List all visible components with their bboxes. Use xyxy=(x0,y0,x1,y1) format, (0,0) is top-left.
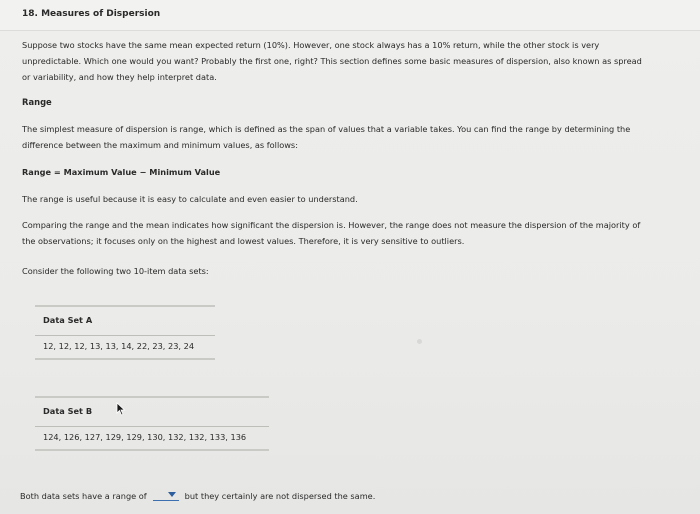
caret-down-icon xyxy=(168,492,176,497)
question-text-before: Both data sets have a range of xyxy=(20,491,147,501)
data-set-a-values: 12, 12, 12, 13, 13, 14, 22, 23, 23, 24 xyxy=(43,341,195,351)
intro-line-3: or variability, and how they help interpret data. xyxy=(22,72,217,82)
table-bottom-rule xyxy=(35,358,215,360)
range-usefulness-text: The range is useful because it is easy to calculate and even easier to understand. xyxy=(22,194,358,204)
table-bottom-rule xyxy=(35,449,269,451)
intro-line-2: unpredictable. Which one would you want? Probably the first one, right? This section defines some basic measures of dispersion, also known as spread xyxy=(22,56,642,66)
range-definition-line-2: difference between the maximum and minimum values, as follows: xyxy=(22,140,298,150)
screen-speck xyxy=(417,339,422,344)
range-definition-paragraph xyxy=(22,121,682,153)
data-set-b-label: Data Set B xyxy=(43,406,93,416)
range-heading: Range xyxy=(22,97,52,107)
data-set-a-table xyxy=(35,305,215,360)
range-question xyxy=(20,488,680,504)
data-set-b-values: 124, 126, 127, 129, 129, 130, 132, 132, 133, 136 xyxy=(43,432,247,442)
intro-line-1: Suppose two stocks have the same mean expected return (10%). However, one stock always has a 10% return, while the other stock is very xyxy=(22,40,600,50)
range-comparison-line-2: the observations; it focuses only on the highest and lowest values. Therefore, it is very sensitive to outliers. xyxy=(22,236,465,246)
data-set-b-table xyxy=(35,396,269,451)
pointer-cursor-icon xyxy=(116,402,126,416)
intro-paragraph xyxy=(22,37,682,85)
question-text-after: but they certainly are not dispersed the same. xyxy=(184,491,376,501)
range-answer-dropdown[interactable] xyxy=(153,489,179,501)
range-formula: Range = Maximum Value − Minimum Value xyxy=(22,167,221,177)
range-comparison-paragraph xyxy=(22,217,682,249)
consider-data-sets-text: Consider the following two 10-item data sets: xyxy=(22,266,209,276)
range-definition-line-1: The simplest measure of dispersion is range, which is defined as the span of values that a variable takes. You can find the range by determining the xyxy=(22,124,631,134)
section-title: 18. Measures of Dispersion xyxy=(22,9,161,19)
data-set-a-label: Data Set A xyxy=(43,315,93,325)
range-comparison-line-1: Comparing the range and the mean indicates how significant the dispersion is. However, the range does not measure the dispersion of the majority of xyxy=(22,220,641,230)
